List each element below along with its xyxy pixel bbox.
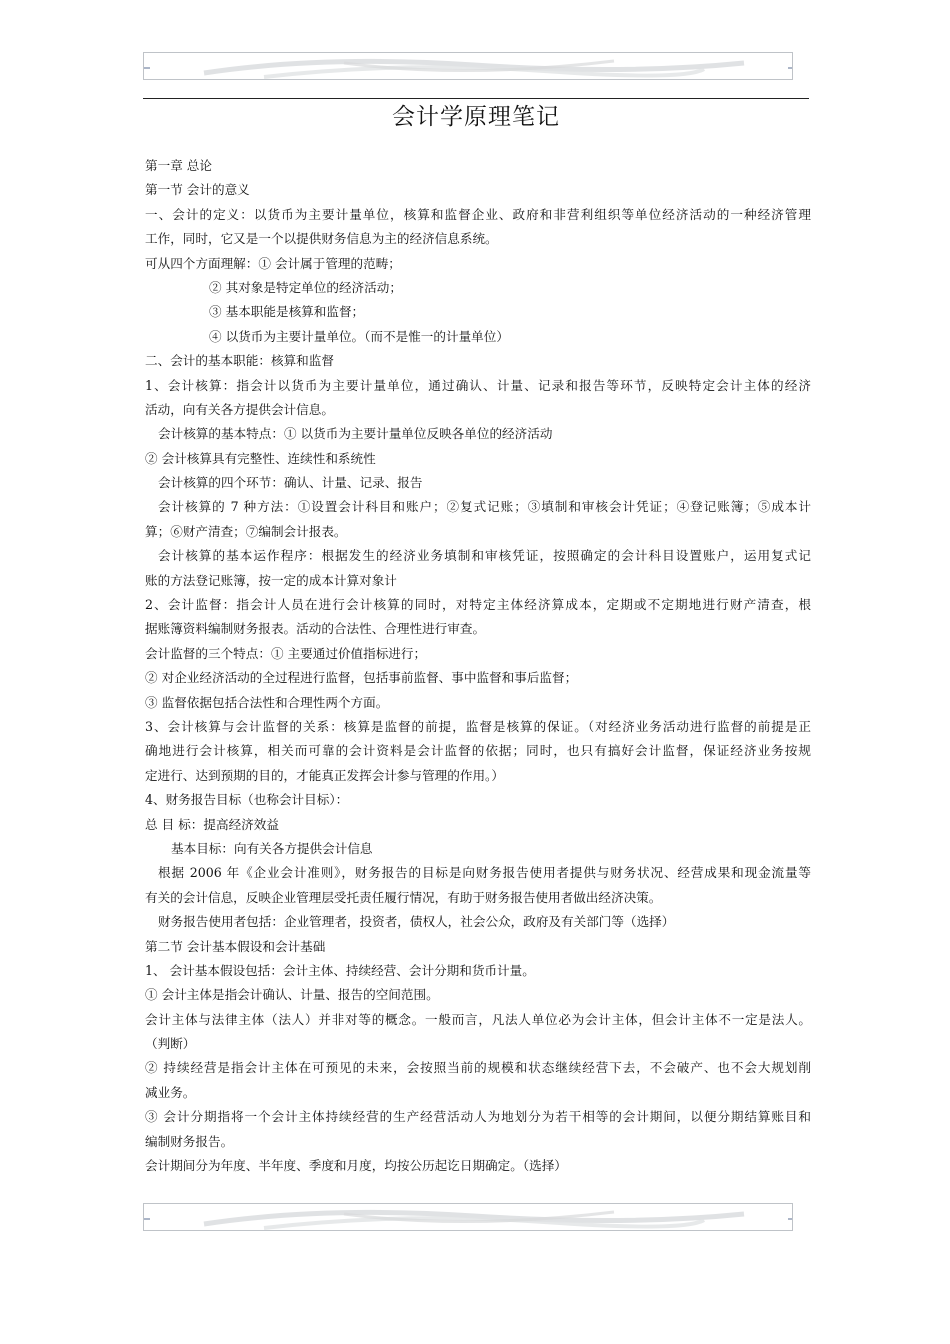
page-title: 会计学原理笔记 <box>392 104 560 130</box>
paragraph-line: 确地进行会计核算，相关而可靠的会计资料是会计监督的依据；同时，也只有搞好会计监督，保证经济业务按规 <box>145 743 811 759</box>
paragraph-line: 4、财务报告目标（也称会计目标）： <box>145 792 349 808</box>
list-item: ② 其对象是特定单位的经济活动； <box>209 279 402 295</box>
paragraph-line: 会计核算的基本运作程序：根据发生的经济业务填制和审核凭证，按照确定的会计科目设置账户，运用复式记 <box>158 548 811 564</box>
paragraph-line: ③ 监督依据包括合法性和合理性两个方面。 <box>145 694 389 710</box>
paragraph-line: 一、会计的定义：以货币为主要计量单位，核算和监督企业、政府和非营利组织等单位经济活动的一种经济管理 <box>145 206 811 222</box>
paragraph-line: 定进行、达到预期的目的，才能真正发挥会计参与管理的作用。） <box>145 767 504 783</box>
paragraph-line: 二、会计的基本职能：核算和监督 <box>145 353 334 369</box>
paragraph-line: ③ 会计分期指将一个会计主体持续经营的生产经营活动人为地划分为若干相等的会计期间，以便分期结算账目和 <box>145 1109 811 1125</box>
paragraph-line: （判断） <box>145 1036 196 1052</box>
section-heading: 第二节 会计基本假设和会计基础 <box>145 938 326 954</box>
section-heading: 第一节 会计的意义 <box>145 182 250 198</box>
paragraph-line: 基本目标：向有关各方提供会计信息 <box>171 840 373 856</box>
paragraph-line: 财务报告使用者包括：企业管理者，投资者，债权人，社会公众，政府及有关部门等（选择） <box>158 914 675 930</box>
paragraph-line: ① 会计主体是指会计确认、计量、报告的空间范围。 <box>145 987 439 1003</box>
paragraph-line: 减业务。 <box>145 1084 196 1100</box>
paragraph-line: 有关的会计信息，反映企业管理层受托责任履行情况，有助于财务报告使用者做出经济决策。 <box>145 889 662 905</box>
document-body <box>145 154 811 1178</box>
paragraph-line: 可从四个方面理解：① 会计属于管理的范畴； <box>145 255 401 271</box>
paragraph-line: 会计主体与法律主体（法人）并非对等的概念。一般而言，凡法人单位必为会计主体，但会计主体不一定是法人。 <box>145 1011 811 1027</box>
header-rule <box>143 98 809 99</box>
paragraph-line: 会计监督的三个特点：① 主要通过价值指标进行； <box>145 645 427 661</box>
paragraph-line: 据账簿资料编制财务报表。活动的合法性、合理性进行审查。 <box>145 621 486 637</box>
paragraph-line: ② 会计核算具有完整性、连续性和系统性 <box>145 450 376 466</box>
paragraph-line: 1、会计核算：指会计以货币为主要计量单位，通过确认、计量、记录和报告等环节，反映特定会计主体的经济 <box>145 377 811 393</box>
paragraph-line: 账的方法登记账簿，按一定的成本计算对象计 <box>145 572 397 588</box>
paragraph-line: 活动，向有关各方提供会计信息。 <box>145 401 334 417</box>
paragraph-line: 工作，同时，它又是一个以提供财务信息为主的经济信息系统。 <box>145 231 498 247</box>
list-item: ③ 基本职能是核算和监督； <box>209 304 365 320</box>
paragraph-line: 编制财务报告。 <box>145 1133 234 1149</box>
paragraph-line: 算；⑥财产清查；⑦编制会计报表。 <box>145 523 347 539</box>
paragraph-line: 会计期间分为年度、半年度、季度和月度，均按公历起讫日期确定。（选择） <box>145 1158 567 1174</box>
chapter-heading: 第一章 总论 <box>145 158 212 173</box>
footer-decoration <box>143 1203 793 1231</box>
paragraph-line: ② 持续经营是指会计主体在可预见的未来，会按照当前的规模和状态继续经营下去，不会破产、也不会大规划削 <box>145 1060 811 1076</box>
paragraph-line: 2、会计监督：指会计人员在进行会计核算的同时，对特定主体经济算成本，定期或不定期地进行财产清查，根 <box>145 597 811 613</box>
paragraph-line: 会计核算的基本特点：① 以货币为主要计量单位反映各单位的经济活动 <box>158 426 553 442</box>
paragraph-line: 3、会计核算与会计监督的关系：核算是监督的前提，监督是核算的保证。（对经济业务活动进行监督的前提是正 <box>145 718 811 734</box>
paragraph-line: ② 对企业经济活动的全过程进行监督，包括事前监督、事中监督和事后监督； <box>145 670 578 686</box>
paragraph-line: 总 目 标：提高经济效益 <box>145 816 279 832</box>
paragraph-line: 1、 会计基本假设包括：会计主体、持续经营、会计分期和货币计量。 <box>145 962 535 978</box>
paragraph-line: 会计核算的四个环节：确认、计量、记录、报告 <box>158 475 423 491</box>
paragraph-line: 会计核算的 7 种方法：①设置会计科目和账户；②复式记账；③填制和审核会计凭证；④登记账簿；⑤成本计 <box>158 499 811 515</box>
header-decoration <box>143 52 793 80</box>
list-item: ④ 以货币为主要计量单位。（而不是惟一的计量单位） <box>209 328 509 344</box>
paragraph-line: 根据 2006 年《企业会计准则》，财务报告的目标是向财务报告使用者提供与财务状况、经营成果和现金流量等 <box>158 865 811 881</box>
